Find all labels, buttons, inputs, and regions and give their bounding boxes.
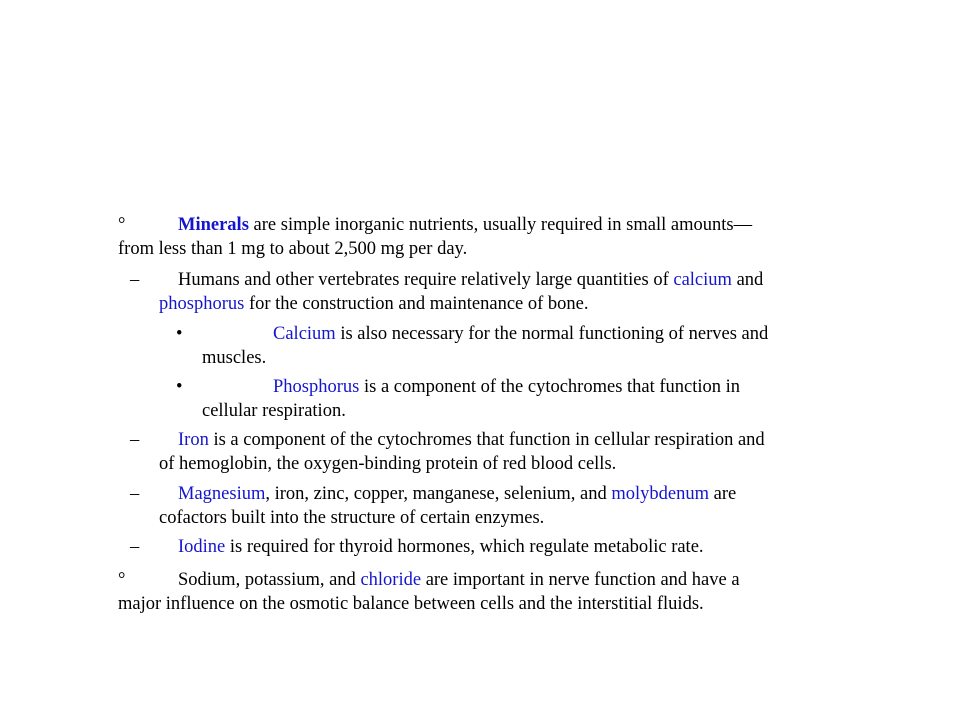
line-2: muscles.	[202, 348, 267, 368]
line-text	[178, 428, 765, 452]
term-magnesium: Magnesium	[178, 484, 266, 504]
dash-marker: –	[130, 484, 140, 504]
term-calcium: calcium	[673, 270, 732, 290]
line-text	[178, 268, 763, 292]
dash-marker: –	[130, 270, 140, 290]
text-span: and	[731, 270, 764, 290]
paragraph-minerals	[88, 213, 858, 261]
term-calcium: Calcium	[273, 324, 336, 344]
text-span: is a component of the cytochromes that function in cellular respiration and	[208, 430, 765, 450]
text-span: Sodium, potassium, and	[178, 570, 361, 590]
paragraph-cofactors	[130, 482, 870, 530]
text-span: is a component of the cytochromes that function in	[359, 377, 741, 397]
term-minerals: Minerals	[178, 215, 249, 235]
paragraph-calcium-phosphorus	[130, 268, 870, 316]
text-span: is required for thyroid hormones, which regulate metabolic rate.	[225, 537, 704, 557]
text-span: , iron, zinc, copper, manganese, selenium, and	[265, 484, 612, 504]
degree-marker: °	[118, 215, 126, 235]
term-iron: Iron	[178, 430, 209, 450]
line-2	[130, 292, 870, 316]
text-span: is also necessary for the normal functioning of nerves and	[335, 324, 769, 344]
text-span: are important in nerve function and have a	[421, 570, 740, 590]
dash-marker: –	[130, 430, 140, 450]
term-phosphorus: phosphorus	[159, 294, 245, 314]
text-span: are	[709, 484, 737, 504]
term-molybdenum: molybdenum	[611, 484, 710, 504]
line-2: major influence on the osmotic balance between cells and the interstitial fluids.	[118, 594, 704, 614]
paragraph-phosphorus-cytochromes	[176, 375, 876, 423]
line-text	[273, 322, 768, 346]
bullet-marker: •	[176, 324, 183, 344]
line-text	[273, 375, 740, 399]
paragraph-iron	[130, 428, 870, 476]
paragraph-calcium-nerves	[176, 322, 876, 370]
line-text	[178, 535, 704, 559]
term-phosphorus: Phosphorus	[273, 377, 360, 397]
line-2: cofactors built into the structure of certain enzymes.	[159, 508, 545, 528]
term-iodine: Iodine	[178, 537, 226, 557]
line-2: cellular respiration.	[202, 401, 346, 421]
line-text	[178, 482, 736, 506]
paragraph-iodine	[130, 535, 870, 559]
line-text	[178, 568, 740, 592]
line-2: of hemoglobin, the oxygen-binding protein of red blood cells.	[159, 454, 617, 474]
text-span: Humans and other vertebrates require relatively large quantities of	[178, 270, 674, 290]
paragraph-sodium-potassium	[88, 568, 868, 616]
text-span: for the construction and maintenance of bone.	[244, 294, 589, 314]
text-span: are simple inorganic nutrients, usually required in small amounts—	[248, 215, 753, 235]
term-chloride: chloride	[360, 570, 422, 590]
line-2: from less than 1 mg to about 2,500 mg per day.	[118, 239, 468, 259]
dash-marker: –	[130, 537, 140, 557]
degree-marker: °	[118, 570, 126, 590]
line-text	[178, 213, 752, 237]
bullet-marker: •	[176, 377, 183, 397]
